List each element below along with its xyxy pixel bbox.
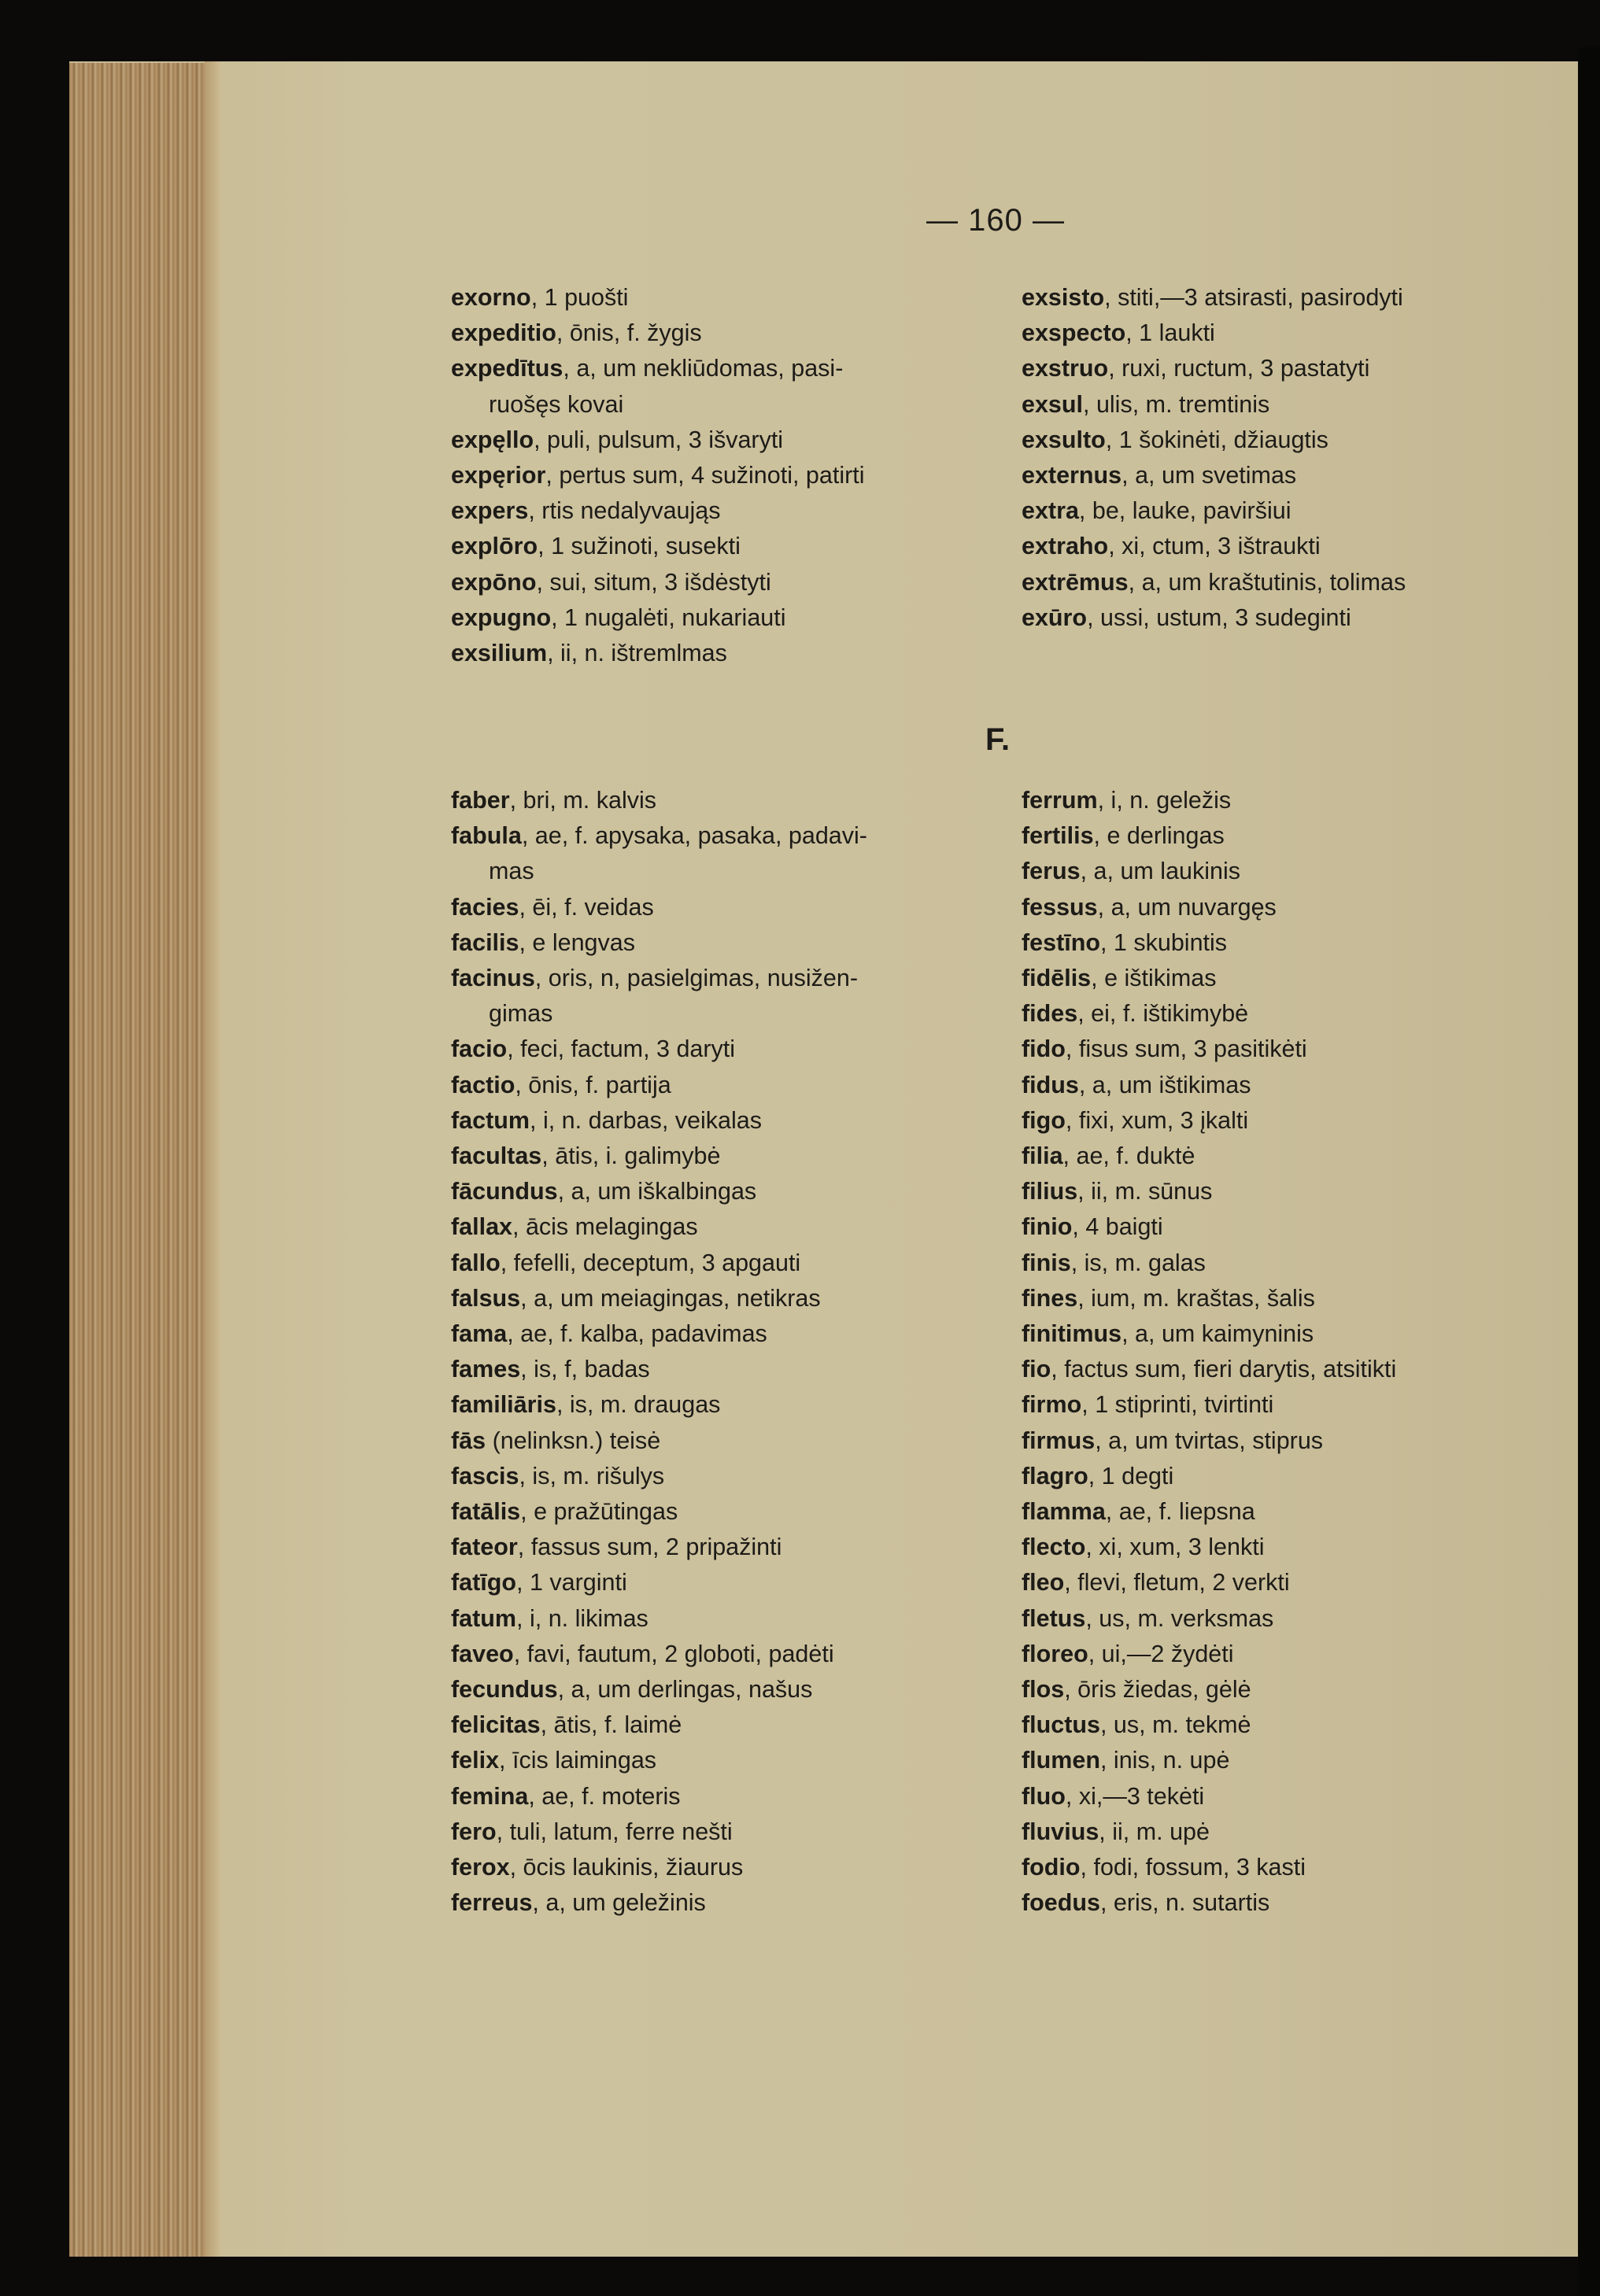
entry-definition: , e ištikimas <box>1091 965 1217 992</box>
entry-definition: , ācis melagingas <box>512 1213 698 1241</box>
dictionary-entry <box>1022 1672 1396 1707</box>
entry-definition: , e lengvas <box>519 928 635 956</box>
dictionary-entry <box>451 316 865 351</box>
dictionary-entry <box>451 1139 867 1174</box>
entry-headword: fluvius <box>1022 1818 1099 1845</box>
entry-definition: , 1 stiprinti, tvirtinti <box>1081 1391 1274 1419</box>
entry-definition: , 1 sužinoti, susekti <box>538 533 741 560</box>
entry-definition: , us, m. verksmas <box>1085 1604 1274 1632</box>
dictionary-entry <box>1022 1281 1396 1316</box>
entry-definition: , ae, f. moteris <box>528 1782 681 1810</box>
entry-headword: felicitas <box>451 1711 541 1739</box>
entry-definition: , pertus sum, 4 sužinoti, patirti <box>545 462 865 489</box>
dictionary-entry <box>451 1174 867 1209</box>
entry-headword: ferrum <box>1022 787 1098 814</box>
dictionary-entry <box>1022 351 1406 386</box>
entry-headword: expeditio <box>451 319 556 347</box>
entry-definition: , inis, n. upė <box>1099 1747 1230 1774</box>
entry-definition: , ae, f. apysaka, pasaka, padavi- <box>521 822 867 850</box>
entry-headword: foedus <box>1022 1889 1100 1917</box>
entry-headword: filius <box>1022 1178 1078 1205</box>
entry-headword: filia <box>1022 1142 1063 1170</box>
entry-headword: ferreus <box>451 1889 533 1917</box>
entry-headword: expęllo <box>451 426 534 453</box>
entry-definition: , ui,—2 žydėti <box>1088 1640 1234 1667</box>
dictionary-entry <box>451 1423 867 1459</box>
entry-headword: fateor <box>451 1534 518 1561</box>
page-gutter <box>205 61 222 2257</box>
entry-definition: , a, um geležinis <box>532 1889 706 1917</box>
entry-headword: familiāris <box>451 1391 556 1419</box>
dictionary-entry <box>451 1850 867 1885</box>
entry-headword: explōro <box>451 533 538 560</box>
entry-headword: finitimus <box>1022 1320 1122 1348</box>
entry-headword: fodio <box>1022 1854 1081 1881</box>
entry-definition: , e derlingas <box>1093 822 1225 850</box>
dictionary-entry <box>1022 890 1396 925</box>
entry-headword: fines <box>1022 1284 1078 1312</box>
entry-headword: exsisto <box>1022 284 1105 311</box>
entry-definition: , a, um kraštutinis, tolimas <box>1128 568 1406 596</box>
entry-definition: , a, um nekliūdomas, pasi- <box>563 355 844 382</box>
dictionary-entry <box>451 1032 867 1067</box>
entry-headword: fletus <box>1022 1604 1086 1632</box>
dictionary-entry <box>451 1814 867 1850</box>
entry-definition: , 1 varginti <box>516 1569 627 1596</box>
entry-headword: floreo <box>1022 1640 1088 1667</box>
dictionary-entry <box>1022 996 1396 1032</box>
entry-headword: festīno <box>1022 928 1100 956</box>
entry-headword: fabula <box>451 822 522 850</box>
entry-definition: , eris, n. sutartis <box>1099 1889 1270 1917</box>
entry-definition: , ōris žiedas, gėlė <box>1064 1676 1251 1704</box>
entry-definition: , 1 puošti <box>530 284 629 311</box>
dictionary-entry <box>451 1779 867 1814</box>
entry-definition: , a, um ištikimas <box>1078 1071 1251 1098</box>
entry-definition: , e pražūtingas <box>520 1498 678 1526</box>
entry-definition: , a, um svetimas <box>1121 462 1297 489</box>
dictionary-entry <box>1022 1316 1396 1352</box>
entry-headword: fessus <box>1022 893 1098 921</box>
entry-headword: fertilis <box>1022 822 1094 850</box>
column-f-right <box>1022 783 1396 1921</box>
entry-headword: extrēmus <box>1022 568 1129 596</box>
page-edges-stack <box>69 63 215 2257</box>
dictionary-entry <box>1022 1637 1396 1672</box>
entry-definition: , i, n. likimas <box>516 1604 648 1632</box>
entry-headword: fidus <box>1022 1071 1079 1098</box>
dictionary-entry <box>1022 1850 1396 1885</box>
entry-definition: , ēi, f. veidas <box>519 893 654 921</box>
entry-continuation: gimas <box>489 1000 553 1028</box>
entry-headword: fides <box>1022 1000 1078 1028</box>
entry-definition: (nelinksn.) teisė <box>486 1427 661 1454</box>
entry-headword: firmus <box>1022 1427 1096 1454</box>
dictionary-entry <box>1022 961 1396 996</box>
dictionary-entry <box>1022 1779 1396 1814</box>
entry-headword: facies <box>451 893 519 921</box>
dictionary-entry <box>1022 387 1406 423</box>
entry-definition: , is, m. rišulys <box>519 1462 665 1489</box>
entry-definition: , ātis, i. galimybė <box>541 1142 721 1170</box>
entry-headword: flos <box>1022 1676 1065 1704</box>
entry-definition: , 1 skubintis <box>1099 928 1228 956</box>
entry-definition: , ii, m. sūnus <box>1077 1178 1213 1205</box>
entry-headword: fido <box>1022 1035 1066 1063</box>
entry-headword: firmo <box>1022 1391 1082 1419</box>
entry-headword: fatum <box>451 1604 517 1632</box>
entry-headword: fallax <box>451 1213 512 1241</box>
entry-definition: , i, n. darbas, veikalas <box>530 1106 762 1134</box>
entry-definition: , 4 baigti <box>1072 1213 1163 1241</box>
dictionary-entry <box>451 1068 867 1103</box>
dictionary-entry <box>1022 493 1406 529</box>
entry-definition: , ii, m. upė <box>1099 1818 1210 1845</box>
entry-definition: , 1 nugalėti, nukariauti <box>551 604 786 631</box>
entry-headword: exorno <box>451 284 531 311</box>
entry-headword: facinus <box>451 965 535 992</box>
entry-definition: , i, n. geležis <box>1097 787 1232 814</box>
dictionary-entry <box>451 961 867 996</box>
entry-headword: figo <box>1022 1106 1066 1134</box>
dictionary-entry <box>1022 818 1396 854</box>
entry-definition: , a, um kaimyninis <box>1121 1320 1314 1348</box>
entry-definition: , a, um iškalbingas <box>557 1178 757 1205</box>
entry-definition: , ii, n. ištremlmas <box>547 640 727 667</box>
entry-definition: , ae, f. duktė <box>1062 1142 1195 1170</box>
entry-headword: fio <box>1022 1356 1051 1383</box>
column-ex-right <box>1022 280 1406 636</box>
entry-headword: fecundus <box>451 1676 558 1704</box>
dictionary-entry <box>451 783 867 818</box>
entry-headword: factio <box>451 1071 515 1098</box>
entry-definition: , ae, f. liepsna <box>1105 1498 1255 1526</box>
dictionary-entry <box>1022 1174 1396 1209</box>
entry-definition: , ōnis, f. žygis <box>556 319 702 347</box>
entry-headword: fluo <box>1022 1782 1066 1810</box>
entry-headword: fatālis <box>451 1498 521 1526</box>
dictionary-entry <box>1022 1103 1396 1139</box>
entry-definition: , stiti,—3 atsirasti, pasirodyti <box>1104 284 1403 311</box>
dictionary-entry <box>451 818 867 854</box>
scan-border <box>1578 47 1600 2296</box>
entry-headword: faber <box>451 787 510 814</box>
entry-definition: , īcis laimingas <box>499 1747 657 1774</box>
page-number: — 160 — <box>926 203 1065 238</box>
dictionary-entry <box>1022 1707 1396 1743</box>
dictionary-entry <box>451 351 865 386</box>
entry-definition: , xi, ctum, 3 ištraukti <box>1108 533 1321 560</box>
entry-headword: exstruo <box>1022 355 1109 382</box>
entry-headword: expugno <box>451 604 552 631</box>
entry-definition: , tuli, latum, ferre nešti <box>496 1818 733 1845</box>
entry-headword: fero <box>451 1818 497 1845</box>
entry-definition: , a, um derlingas, našus <box>557 1676 813 1704</box>
entry-definition: , a, um meiagingas, netikras <box>520 1284 821 1312</box>
entry-definition: , is, m. draugas <box>556 1391 721 1419</box>
entry-headword: ferus <box>1022 858 1081 885</box>
dictionary-entry <box>1022 1209 1396 1245</box>
entry-definition: , xi, xum, 3 lenkti <box>1085 1534 1265 1561</box>
dictionary-entry <box>1022 1814 1396 1850</box>
entry-definition: , fodi, fossum, 3 kasti <box>1080 1854 1306 1881</box>
entry-headword: fallo <box>451 1249 501 1276</box>
entry-definition: , xi,—3 tekėti <box>1065 1782 1205 1810</box>
dictionary-entry <box>1022 1601 1396 1637</box>
dictionary-entry <box>451 890 867 925</box>
dictionary-entry <box>1022 1530 1396 1565</box>
dictionary-entry <box>451 925 867 961</box>
entry-headword: femina <box>451 1782 529 1810</box>
entry-definition: , is, m. galas <box>1070 1249 1206 1276</box>
dictionary-entry <box>451 1316 867 1352</box>
entry-definition: , 1 degti <box>1088 1462 1174 1489</box>
entry-definition: , is, f, badas <box>520 1356 650 1383</box>
dictionary-entry <box>451 1494 867 1530</box>
dictionary-entry <box>451 1103 867 1139</box>
entry-headword: finis <box>1022 1249 1071 1276</box>
entry-headword: expęrior <box>451 462 546 489</box>
entry-definition: , fixi, xum, 3 įkalti <box>1065 1106 1249 1134</box>
entry-definition: , rtis nedalyvaująs <box>528 497 721 525</box>
entry-definition: , us, m. tekmė <box>1099 1711 1251 1739</box>
dictionary-entry <box>451 1246 867 1281</box>
dictionary-entry <box>1022 1246 1396 1281</box>
entry-definition: , fefelli, deceptum, 3 apgauti <box>500 1249 801 1276</box>
dictionary-entry <box>451 1601 867 1637</box>
dictionary-entry <box>1022 1885 1396 1921</box>
dictionary-entry <box>451 1565 867 1600</box>
entry-headword: fidēlis <box>1022 965 1092 992</box>
entry-headword: fācundus <box>451 1178 558 1205</box>
entry-headword: exsulto <box>1022 426 1106 453</box>
entry-headword: fama <box>451 1320 508 1348</box>
dictionary-entry <box>451 423 865 458</box>
entry-definition: , flevi, fletum, 2 verkti <box>1064 1569 1290 1596</box>
entry-headword: flagro <box>1022 1462 1088 1489</box>
entry-definition: , a, um nuvargęs <box>1097 893 1277 921</box>
entry-definition: , factus sum, fieri darytis, atsitikti <box>1051 1356 1397 1383</box>
entry-definition: , favi, fautum, 2 globoti, padėti <box>513 1640 834 1667</box>
entry-definition: , 1 šokinėti, džiaugtis <box>1105 426 1328 453</box>
dictionary-entry <box>451 1209 867 1245</box>
entry-headword: exsilium <box>451 640 548 667</box>
entry-definition: , fisus sum, 3 pasitikėti <box>1065 1035 1307 1063</box>
entry-headword: facilis <box>451 928 519 956</box>
dictionary-entry <box>1022 1387 1396 1423</box>
entry-headword: factum <box>451 1106 530 1134</box>
entry-headword: finio <box>1022 1213 1073 1241</box>
entry-headword: expers <box>451 497 529 525</box>
entry-definition: , ussi, ustum, 3 sudeginti <box>1087 604 1351 631</box>
entry-definition: , feci, factum, 3 daryti <box>507 1035 736 1063</box>
dictionary-entry <box>1022 316 1406 351</box>
entry-headword: ferox <box>451 1854 510 1881</box>
entry-headword: extraho <box>1022 533 1109 560</box>
entry-headword: expedītus <box>451 355 564 382</box>
dictionary-entry <box>1022 1423 1396 1459</box>
section-letter-heading: F. <box>985 722 1011 757</box>
dictionary-entry <box>451 1637 867 1672</box>
dictionary-entry <box>1022 1068 1396 1103</box>
entry-headword: facio <box>451 1035 508 1063</box>
dictionary-entry <box>451 1459 867 1494</box>
dictionary-entry <box>451 493 865 529</box>
dictionary-entry <box>1022 1743 1396 1778</box>
dictionary-entry <box>1022 458 1406 493</box>
dictionary-entry <box>451 529 865 564</box>
entry-headword: exspecto <box>1022 319 1126 347</box>
dictionary-entry <box>451 280 865 316</box>
entry-definition: , ruxi, ructum, 3 pastatyti <box>1108 355 1370 382</box>
entry-headword: fascis <box>451 1462 519 1489</box>
dictionary-entry <box>1022 1352 1396 1387</box>
dictionary-entry <box>451 1387 867 1423</box>
dictionary-entry <box>1022 1459 1396 1494</box>
entry-headword: facultas <box>451 1142 542 1170</box>
entry-definition: , fassus sum, 2 pripažinti <box>517 1534 782 1561</box>
dictionary-entry <box>451 565 865 600</box>
entry-headword: flecto <box>1022 1534 1086 1561</box>
dictionary-entry <box>451 1281 867 1316</box>
entry-definition: , be, lauke, paviršiui <box>1078 497 1291 525</box>
entry-definition: , bri, m. kalvis <box>509 787 657 814</box>
entry-headword: externus <box>1022 462 1122 489</box>
entry-definition: , sui, situm, 3 išdėstyti <box>536 568 771 596</box>
dictionary-entry <box>451 1743 867 1778</box>
dictionary-entry <box>1022 783 1396 818</box>
entry-headword: faveo <box>451 1640 514 1667</box>
entry-headword: fames <box>451 1356 521 1383</box>
dictionary-entry <box>1022 565 1406 600</box>
dictionary-entry <box>1022 925 1396 961</box>
dictionary-entry <box>451 1530 867 1565</box>
entry-definition: , ulis, m. tremtinis <box>1083 390 1270 418</box>
entry-definition: , puli, pulsum, 3 išvaryti <box>534 426 784 453</box>
entry-definition: , a, um tvirtas, stiprus <box>1095 1427 1324 1454</box>
dictionary-entry <box>451 636 865 671</box>
dictionary-entry <box>451 1352 867 1387</box>
dictionary-entry <box>451 600 865 636</box>
entry-definition: , ium, m. kraštas, šalis <box>1077 1284 1315 1312</box>
entry-headword: exūro <box>1022 604 1088 631</box>
dictionary-entry <box>1022 600 1406 636</box>
dictionary-entry <box>1022 854 1396 889</box>
dictionary-entry <box>1022 280 1406 316</box>
dictionary-entry <box>1022 1032 1396 1067</box>
entry-definition: , 1 laukti <box>1125 319 1215 347</box>
entry-headword: falsus <box>451 1284 521 1312</box>
entry-definition: , ei, f. ištikimybė <box>1077 1000 1249 1028</box>
dictionary-entry <box>1022 1494 1396 1530</box>
entry-headword: flamma <box>1022 1498 1106 1526</box>
column-f-left <box>451 783 867 1921</box>
entry-headword: fluctus <box>1022 1711 1100 1739</box>
entry-headword: exsul <box>1022 390 1083 418</box>
dictionary-entry <box>451 1707 867 1743</box>
entry-headword: felix <box>451 1747 500 1774</box>
dictionary-entry <box>1022 423 1406 458</box>
entry-continuation: ruošęs kovai <box>489 390 624 418</box>
entry-definition: , a, um laukinis <box>1080 858 1241 885</box>
dictionary-entry <box>451 458 865 493</box>
entry-definition: , ōcis laukinis, žiaurus <box>509 1854 744 1881</box>
entry-headword: fatīgo <box>451 1569 517 1596</box>
entry-headword: flumen <box>1022 1747 1100 1774</box>
dictionary-entry <box>1022 1139 1396 1174</box>
entry-continuation: mas <box>489 858 534 885</box>
dictionary-entry <box>451 1672 867 1707</box>
entry-definition: , ae, f. kalba, padavimas <box>507 1320 767 1348</box>
dictionary-entry <box>1022 1565 1396 1600</box>
column-ex-left <box>451 280 865 671</box>
entry-headword: expōno <box>451 568 537 596</box>
entry-definition: , ōnis, f. partija <box>515 1071 671 1098</box>
entry-definition: , oris, n, pasielgimas, nusižen- <box>534 965 859 992</box>
entry-definition: , ātis, f. laimė <box>540 1711 682 1739</box>
dictionary-entry <box>1022 529 1406 564</box>
dictionary-entry <box>451 1885 867 1921</box>
entry-headword: extra <box>1022 497 1079 525</box>
entry-headword: fās <box>451 1427 486 1454</box>
entry-headword: fleo <box>1022 1569 1065 1596</box>
